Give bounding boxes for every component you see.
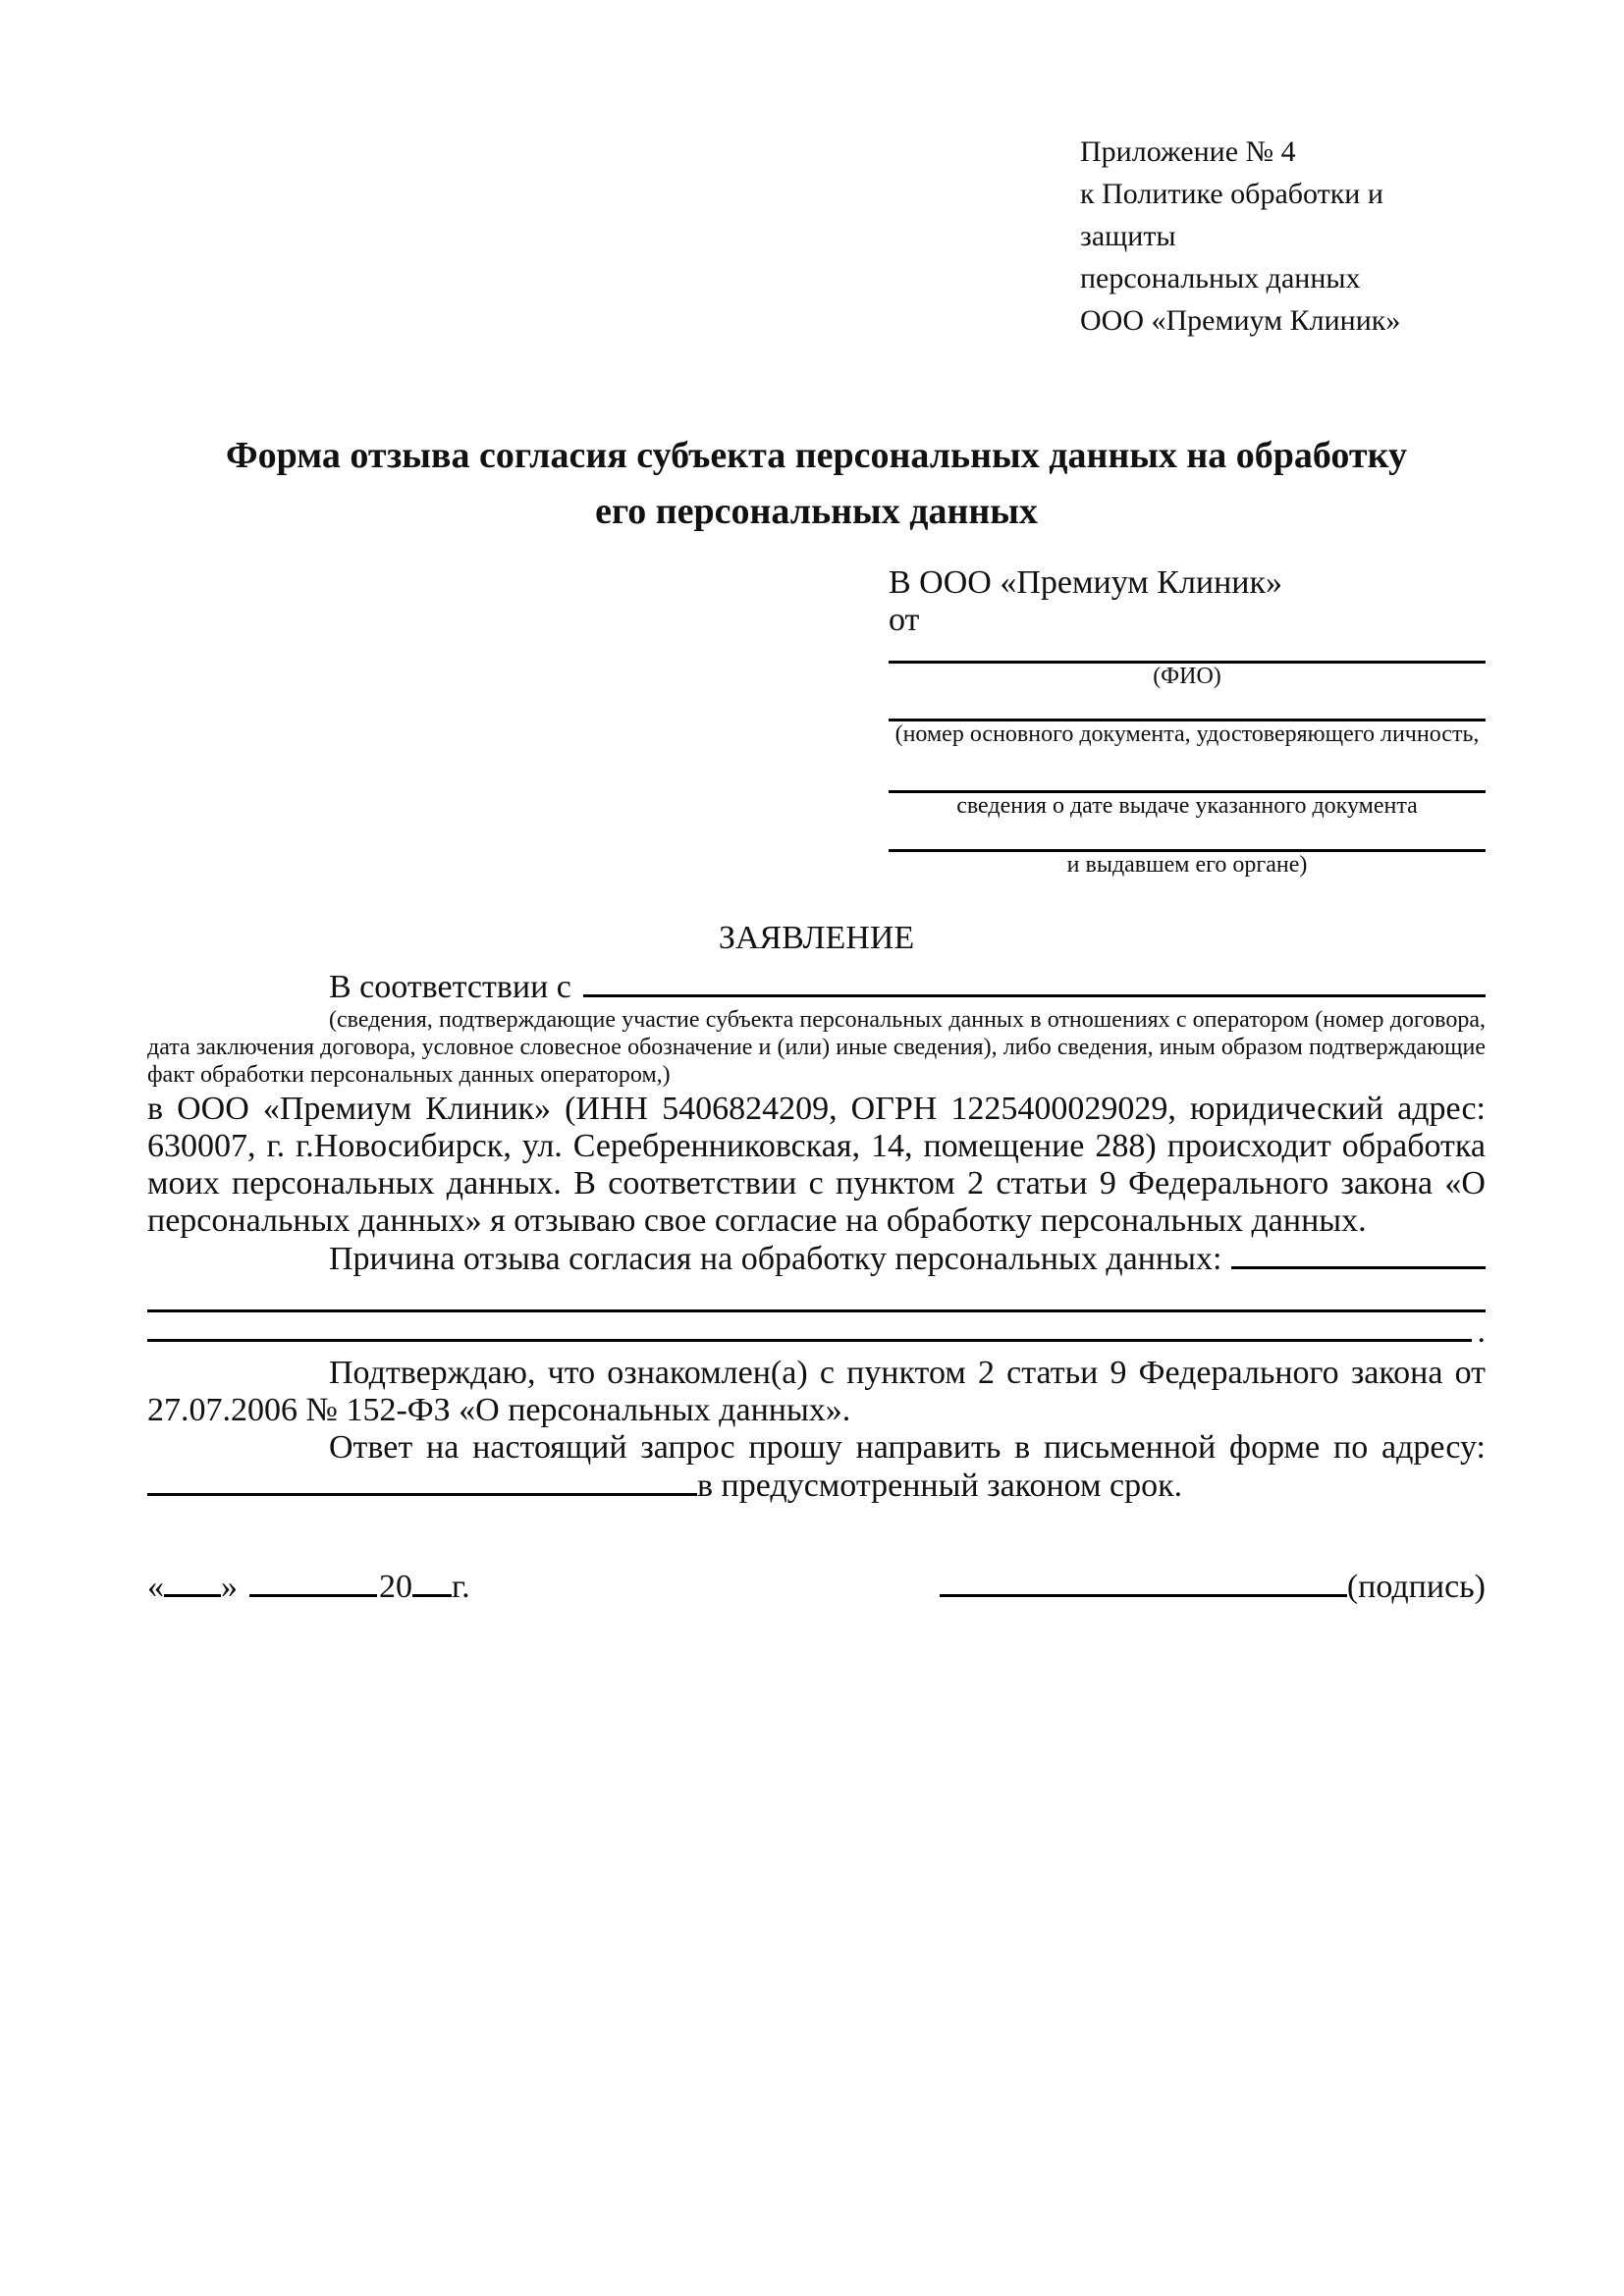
basis-row xyxy=(147,968,1486,1006)
reason-label: Причина отзыва согласия на обработку персональных данных: xyxy=(329,1241,1222,1277)
fio-field xyxy=(889,638,1486,689)
reason-blank-line-1 xyxy=(1231,1240,1486,1269)
appendix-line-4: ООО «Премиум Клиник» xyxy=(1080,304,1401,337)
reply-address-blank-line xyxy=(147,1467,697,1496)
signature-label: (подпись) xyxy=(1346,1569,1486,1605)
appendix-line-3: персональных данных xyxy=(1080,262,1361,294)
addressee-block xyxy=(889,563,1486,878)
reason-blank-line-3 xyxy=(147,1312,1472,1342)
id-number-label: (номер основного документа, удостоверяющего личность, xyxy=(894,721,1480,747)
statement-body: в ООО «Премиум Клиник» (ИНН 5406824209, ОГРН 1225400029029, юридический адрес: 630007, г. г.Новосибирск, ул. Серебренниковская, 14, помещение 288) происходит обработка моих персональных данных. В соответствии с пунктом 2 статьи 9 Федерального закона «О персональных данных» я отзываю свое согласие на обработку персональных данных. xyxy=(147,1091,1486,1239)
year-prefix: 20 xyxy=(379,1569,412,1605)
issue-date-field xyxy=(889,747,1486,819)
statement-heading: ЗАЯВЛЕНИЕ xyxy=(718,920,915,956)
addressee-from: от xyxy=(889,602,920,638)
issuing-authority-blank-line xyxy=(889,819,1486,852)
year-blank-line xyxy=(412,1568,452,1597)
confirmation-paragraph: Подтверждаю, что ознакомлен(а) с пунктом 2 статьи 9 Федерального закона от 27.07.2006 № 152-ФЗ «О персональных данных». xyxy=(147,1355,1486,1428)
reason-row xyxy=(147,1240,1486,1278)
id-number-blank-line xyxy=(889,689,1486,721)
month-blank-line xyxy=(249,1568,377,1597)
appendix-line-1: Приложение № 4 xyxy=(1080,135,1296,168)
reply-request-paragraph: Ответ на настоящий запрос прошу направить в письменной форме по адресу: xyxy=(329,1429,1486,1466)
document-content xyxy=(147,0,1486,1606)
basis-footnote: (сведения, подтверждающие участие субъекта персональных данных в отношениях с оператором (номер договора, дата заключения договора, условное словесное обозначение и (или) иные сведения), либо сведения, иным образом подтверждающие факт обработки персональных данных оператором,) xyxy=(147,1007,1486,1088)
fio-blank-line xyxy=(889,638,1486,664)
reason-blank-line-2 xyxy=(147,1278,1486,1312)
id-number-field xyxy=(889,689,1486,747)
basis-prefix: В соответствии с xyxy=(329,969,571,1005)
title-line-1: Форма отзыва согласия субъекта персональных данных на обработку xyxy=(226,435,1407,476)
fio-label: (ФИО) xyxy=(1153,664,1221,689)
issue-date-blank-line xyxy=(889,747,1486,793)
appendix-line-2: к Политике обработки и защиты xyxy=(1080,178,1383,252)
reason-period: . xyxy=(1477,1313,1486,1350)
signature-group xyxy=(940,1568,1486,1606)
reason-blank-line-3-row xyxy=(147,1312,1486,1351)
appendix-block xyxy=(1080,131,1486,342)
day-close-quote: » xyxy=(221,1569,238,1605)
issuing-authority-field xyxy=(889,819,1486,878)
reply-address-row xyxy=(147,1467,1486,1505)
signature-blank-line xyxy=(940,1568,1347,1597)
addressee-to: В ООО «Премиум Клиник» xyxy=(889,564,1283,601)
day-blank-line xyxy=(164,1568,221,1597)
signoff-row xyxy=(147,1568,1486,1606)
basis-blank-line xyxy=(583,968,1486,997)
issue-date-label: сведения о дате выдаче указанного документа xyxy=(956,793,1418,819)
document-title xyxy=(147,428,1486,540)
reply-suffix: в предусмотренный законом срок. xyxy=(697,1468,1183,1504)
issuing-authority-label: и выдавшем его органе) xyxy=(1066,852,1308,878)
title-line-2: его персональных данных xyxy=(595,491,1038,532)
year-suffix: г. xyxy=(452,1569,470,1605)
day-open-quote: « xyxy=(147,1569,164,1605)
date-group xyxy=(147,1568,470,1606)
